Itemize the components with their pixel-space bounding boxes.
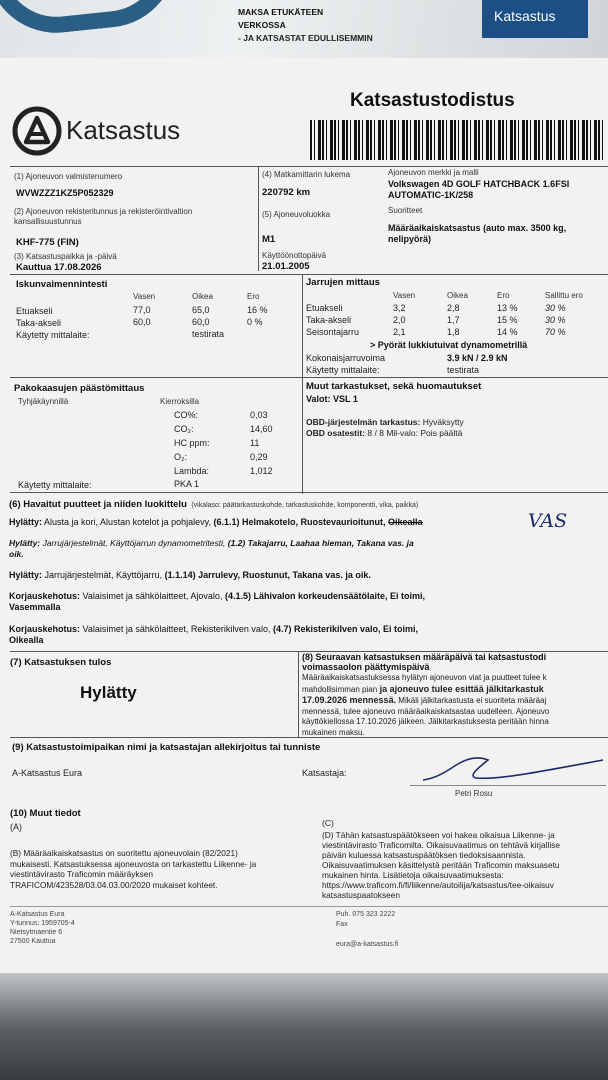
reg-value: KHF-775 (FIN) [16, 237, 79, 248]
place-label: (3) Katsastuspaikka ja -päivä [14, 252, 117, 261]
defect-detail-continued: Vasemmalla [9, 602, 61, 612]
divider [10, 906, 608, 907]
defect-item [9, 591, 425, 602]
make-label: Ajoneuvon merkki ja malli [388, 168, 479, 177]
obd-check-label: OBD-järjestelmän tarkastus: [306, 417, 421, 427]
lights-value: Valot: VSL 1 [306, 394, 358, 404]
defect-detail: (1.1.14) Jarrulevy, Ruostunut, Takana vas. ja oik. [164, 570, 371, 580]
brakes-header-right: Oikea [447, 291, 468, 300]
defect-class: Hylätty: [9, 538, 41, 548]
misc-b-line: viestintävirasto Traficomin määräyksen [10, 869, 153, 879]
emissions-row-label: CO%: [174, 410, 199, 420]
obd-check [306, 417, 464, 427]
defect-class: Korjauskehotus: [9, 591, 81, 601]
next-inspection-text [302, 673, 549, 738]
shock-row-right: 60,0 [192, 317, 210, 327]
emissions-device-value: PKA 1 [174, 479, 200, 489]
obd-parts [306, 428, 462, 438]
brakes-row-left: 2,1 [393, 327, 406, 337]
brakes-row-diff: 13 % [497, 303, 518, 313]
next-line-part: mahdollisimman pian [302, 684, 378, 694]
brakes-row-right: 1,8 [447, 327, 460, 337]
defect-detail-continued: Oikealla [9, 635, 44, 645]
misc-c: (C) [322, 818, 334, 828]
certificate-paper [0, 58, 608, 973]
emissions-section-title: Pakokaasujen päästömittaus [14, 383, 145, 394]
defect-class: Korjauskehotus: [9, 624, 81, 634]
defect-class: Hylätty: [9, 517, 43, 527]
shock-row-diff: 16 % [247, 305, 268, 315]
brakes-header-diff: Ero [497, 291, 510, 300]
defect-text: Jarrujärjestelmät, Käyttöjarru, [44, 570, 163, 580]
emissions-row-value: 0,03 [250, 410, 268, 420]
emissions-row-value: 0,29 [250, 452, 268, 462]
divider [10, 737, 608, 738]
brakes-row-allowed: 30 % [545, 315, 566, 325]
intro-date-label: Käyttöönottopäivä [262, 251, 327, 260]
shock-row-label: Etuakseli [16, 306, 53, 316]
emissions-idle-label: Tyhjäkäynnillä [18, 397, 69, 406]
misc-b [10, 848, 256, 890]
emissions-rpm-label: Kierroksilla [160, 397, 200, 406]
misc-d-line: mukainen hinta. Lisätietoja oikaisuvaatimuksesta: [322, 870, 504, 880]
emissions-device-label: Käytetty mittalaite: [18, 480, 92, 490]
defect-struck-text: Oikealla [388, 517, 423, 527]
next-line [302, 684, 549, 696]
page-title: Katsastustodistus [350, 90, 515, 111]
shock-device-label: Käytetty mittalaite: [16, 330, 90, 340]
method-value-1: Määräaikaiskatsastus (auto max. 3500 kg, [388, 223, 567, 233]
obd-parts-label: OBD osatestit: [306, 428, 366, 438]
logo-text: Katsastus [66, 115, 181, 145]
divider [10, 492, 608, 493]
footer-phone: Puh. 075 323 2222 [336, 911, 396, 918]
reg-label-2: kansallisuustunnus [14, 217, 82, 226]
emissions-row-value: 14,60 [250, 424, 273, 434]
footer-email: eura@a-katsastus.fi [336, 941, 399, 948]
divider [10, 166, 608, 167]
brakes-total-label: Kokonaisjarruvoima [306, 353, 386, 363]
next-deadline: 17.09.2026 mennessä. [302, 695, 397, 705]
shock-row-left: 60,0 [133, 317, 151, 327]
shock-section-title: Iskunvaimennintesti [16, 279, 108, 290]
brakes-header-left: Vasen [393, 291, 416, 300]
divider [258, 166, 259, 271]
defect-detail: (4.1.5) Lähivalon korkeudensäätölaite, Ei toimi, [224, 591, 426, 601]
defect-item [9, 624, 418, 635]
next-line: käyttökiellossa 17.10.2026 jälkeen. Jälkitarkastuksesta peritään hinna [302, 717, 549, 726]
odometer-value: 220792 km [262, 187, 311, 198]
emissions-row-label: O₂: [174, 452, 187, 462]
defects-section-title: (6) Havaitut puutteet ja niiden luokittelu [9, 499, 187, 510]
brakes-device-label: Käytetty mittalaite: [306, 365, 380, 375]
divider [10, 377, 608, 378]
result-value: Hylätty [80, 683, 137, 702]
signature-line [410, 785, 606, 786]
brakes-total-value: 3.9 kN / 2.9 kN [447, 353, 508, 363]
misc-d [322, 830, 560, 900]
make-value-2: AUTOMATIC-1K/258 [388, 190, 474, 200]
defect-item [9, 517, 423, 528]
defect-text: Alusta ja kori, Alustan kotelot ja pohjalevy, [44, 517, 211, 527]
defects-section-header [9, 494, 418, 512]
emissions-row-label: CO₂: [174, 424, 194, 434]
inspector-name: Petri Rosu [455, 789, 493, 798]
emissions-row-value: 11 [250, 438, 260, 448]
divider [302, 274, 303, 494]
footer-street: Nietsytmaentie 6 [10, 929, 63, 936]
promo-sticker [238, 6, 373, 43]
a-katsastus-logo-icon [12, 106, 62, 156]
defect-text: Jarrujärjestelmät, Käyttöjarrun dynamometritesti, [42, 538, 226, 548]
next-line: Määräaikaiskatsastuksessa hylätyn ajoneuvon viat ja puutteet tulee k [302, 673, 547, 682]
footer-contact [336, 910, 398, 950]
misc-b-line: (B) Määräaikaiskatsastus on suoritettu ajoneuvolain (82/2021) [10, 848, 238, 858]
misc-d-line: päivän kuluessa katsastuspäätöksen tiedoksisaannista. [322, 850, 526, 860]
footer-address [10, 910, 75, 946]
shock-row-diff: 0 % [247, 317, 263, 327]
shock-device-value: testirata [192, 329, 225, 339]
defect-text: Valaisimet ja sähkölaitteet, Rekisterikilven valo, [82, 624, 271, 634]
promo-line-1: MAKSA ETUKÄTEEN VERKOSSA [238, 7, 324, 30]
shock-row-label: Taka-akseli [16, 318, 62, 328]
misc-d-line: Oikaisuvaatimuksen käsittelystä peritään Traficomin maksuasetu [322, 860, 560, 870]
misc-b-line: mukaisesti. Katsastuksessa ajoneuvosta on tarkastettu Liikenne- ja [10, 858, 257, 869]
odometer-label: (4) Matkamittarin lukema [262, 170, 351, 179]
next-line: mukainen maksu. [302, 727, 365, 737]
class-label: (5) Ajoneuvoluokka [262, 210, 331, 219]
shock-row-right: 65,0 [192, 305, 210, 315]
misc-d-line: https://www.traficom.fi/fi/liikenne/autoilija/katsastus/tee-oikaisuv [322, 880, 554, 890]
result-section-title: (7) Katsastuksen tulos [10, 657, 112, 668]
defect-item [9, 538, 414, 549]
emissions-row-label: Lambda: [174, 466, 210, 476]
obd-check-value: Hyväksytty [422, 417, 464, 427]
next-line: mennessä, tulee ajoneuvo määräaikaiskatsastaa uudelleen. Ajoneuvo [302, 706, 550, 716]
defect-item-continued [9, 549, 24, 560]
other-section-title: Muut tarkastukset, sekä huomautukset [306, 381, 482, 392]
promo-line-2: - JA KATSASTAT EDULLISEMMIN [238, 33, 373, 43]
handwritten-note: VAS [528, 510, 568, 532]
vin-label: (1) Ajoneuvon valmistenumero [14, 172, 123, 181]
brakes-row-diff: 14 % [497, 327, 518, 337]
next-line-bold: ja ajoneuvo tulee esittää jälkitarkastuk [377, 683, 544, 694]
misc-d-line: (D) Tähän katsastuspäätökseen voi hakea oikaisua Liikenne- ja [322, 830, 555, 840]
method-label: Suoritteet [388, 206, 423, 215]
background-bottom [0, 965, 608, 1080]
footer-company: A-Katsastus Eura [10, 911, 65, 918]
defects-title-note: (vikalaso: päätarkastuskohde, tarkastuskohde, komponentti, vika, paikka) [191, 502, 419, 509]
brakes-row-allowed: 30 % [545, 303, 566, 313]
defect-item-continued [9, 602, 61, 613]
footer-fax: Fax [336, 921, 348, 928]
brakes-row-label: Etuakseli [306, 303, 343, 313]
vin-value: WVWZZZ1KZ5P052329 [16, 188, 114, 198]
misc-a: (A) [10, 822, 22, 832]
next-line [302, 695, 549, 707]
brakes-row-label: Taka-akseli [306, 315, 352, 325]
intro-date-value: 21.01.2005 [262, 261, 310, 272]
make-value-1: Volkswagen 4D GOLF HATCHBACK 1.6FSI [388, 179, 570, 189]
defect-class: Hylätty: [9, 570, 43, 580]
barcode [310, 120, 605, 160]
shock-header-left: Vasen [133, 292, 156, 301]
signature-icon [418, 750, 608, 790]
defect-item-continued [9, 635, 44, 646]
station-section-title: (9) Katsastustoimipaikan nimi ja katsastajan allekirjoitus tai tunniste [12, 742, 321, 753]
method-value-2: nelipyörä) [388, 234, 432, 244]
brakes-note: > Pyörät lukkiutuivat dynamometrillä [370, 340, 528, 350]
inspector-label: Katsastaja: [302, 768, 347, 778]
defect-detail: (1.2) Takajarru, Laahaa hieman, Takana vas. ja [227, 538, 414, 548]
obd-parts-value: 8 / 8 Mil-valo: Pois päältä [367, 428, 463, 438]
next-line-part: Mikäli jälkitarkastusta ei suoriteta määräaj [396, 696, 547, 705]
shock-header-right: Oikea [192, 292, 213, 301]
brakes-row-label: Seisontajarru [306, 327, 360, 337]
brakes-row-right: 2,8 [447, 303, 460, 313]
brakes-header-allowed: Sallittu ero [545, 291, 583, 300]
shock-header-diff: Ero [247, 292, 260, 301]
station-name: A-Katsastus Eura [12, 768, 83, 778]
footer-city: 27500 Kauttua [10, 938, 56, 945]
emissions-row-label: HC ppm: [174, 438, 210, 448]
reg-label: (2) Ajoneuvon rekisteritunnus ja rekisteröintivaltion [14, 207, 193, 216]
brakes-row-diff: 15 % [497, 315, 518, 325]
divider [298, 651, 299, 737]
brakes-row-allowed: 70 % [545, 327, 566, 337]
divider [10, 274, 608, 275]
brakes-section-title: Jarrujen mittaus [306, 277, 380, 288]
brand-tag: Katsastus [482, 0, 588, 38]
defect-item [9, 570, 371, 581]
misc-b-line: TRAFICOM/423528/03.04.03.00/2020 mukaiset kohteet. [10, 879, 218, 890]
defect-detail: (6.1.1) Helmakotelo, Ruostevaurioitunut, [213, 517, 386, 527]
brakes-row-right: 1,7 [447, 315, 460, 325]
defect-detail: (4.7) Rekisterikilven valo, Ei toimi, [272, 624, 419, 634]
brakes-row-left: 2,0 [393, 315, 406, 325]
next-section-title: (8) Seuraavan katsastuksen määräpäivä tai katsastustodi [302, 652, 547, 662]
defect-text: Valaisimet ja sähkölaitteet, Ajovalo, [82, 591, 223, 601]
shock-row-left: 77,0 [133, 305, 151, 315]
misc-section-title: (10) Muut tiedot [10, 808, 81, 819]
brakes-row-left: 3,2 [393, 303, 406, 313]
footer-ytunnus: Y-tunnus: 1959705-4 [10, 920, 75, 927]
defect-detail-continued: oik. [9, 549, 24, 559]
emissions-row-value: 1,012 [250, 466, 273, 476]
next-section-title-2: voimassaolon päättymispäivä [302, 662, 430, 672]
misc-d-line: katsastuspaatokseen [322, 890, 400, 900]
class-value: M1 [262, 234, 276, 245]
misc-d-line: viestintävirasto Traficomilta. Oikaisuvaatimus on tehtävä kirjallise [322, 840, 560, 850]
brakes-device-value: testirata [447, 365, 480, 375]
place-value: Kauttua 17.08.2026 [16, 262, 102, 273]
